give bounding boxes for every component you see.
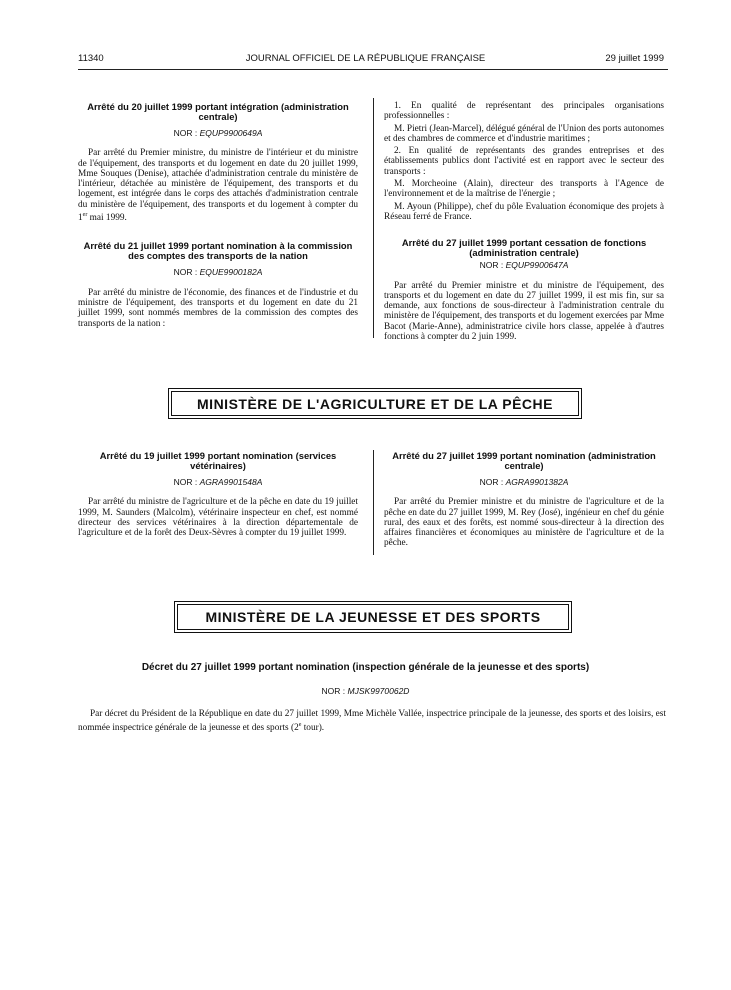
nor-reference: NOR : EQUE9900182A [173,267,263,278]
decret-body: Par décret du Président de la République en date du 27 juillet 1999, Mme Michèle Vallée, inspectrice principale de la jeunesse, des sports et des loisirs, est nommée inspectrice générale de la jeunesse et des sports (2e tour). [78,709,666,734]
ministry-heading-box [174,601,572,633]
paragraph: M. Pietri (Jean-Marcel), délégué général de l'Union des ports autonomes et des chambres de commerce et d'industrie maritimes ; [384,123,664,144]
section1-right-column [384,101,664,344]
header-rule [78,69,668,70]
arrete-title: Arrêté du 20 juillet 1999 portant intégration (administration centrale) [87,101,349,122]
ministry-heading-box [168,388,582,419]
paragraph: 2. En qualité de représentants des grandes entreprises et des établissements publics dont l'activité est en rapport avec le secteur des transports : [384,146,664,177]
arrete-body: Par arrêté du Premier ministre, du ministre de l'intérieur et du ministre de l'équipement, des transports et du logement en date du 20 juillet 1999, Mme Souques (Denise), attachée d'administration centrale du ministère de l'intérieur, détachée au ministère de l'équipement, des transports et du logement, est intégrée dans le corps des attachés d'administration centrale du ministère de l'équipement, des transports et du logement à compter du 1er mai 1999. [78,148,358,224]
paragraph: M. Ayoun (Philippe), chef du pôle Evaluation économique des projets à Réseau ferré de France. [384,201,664,222]
ministry-heading: MINISTÈRE DE L'AGRICULTURE ET DE LA PÊCHE [171,391,579,416]
nor-reference: NOR : MJSK9970062D [321,686,410,696]
arrete-body: Par arrêté du ministre de l'économie, des finances et de l'industrie et du ministre de l'équipement, des transports et du logement en date du 21 juillet 1999, sont nommés membres de la commission des comptes des transports de la nation : [78,287,358,329]
arrete-body: Par arrêté du Premier ministre et du ministre de l'agriculture et de la pêche en date du 27 juillet 1999, M. Rey (José), ingénieur en chef du génie rural, des eaux et des forêts, est nommé sous-directeur à la direction des affaires financières et économiques au ministère de l'agriculture et de la pêche. [384,497,664,549]
arrete-title: Arrêté du 21 juillet 1999 portant nomination à la commission des comptes des transports de la nation [83,240,353,262]
column-divider [373,98,374,338]
nor-reference: NOR : AGRA9901382A [479,477,569,487]
page-number: 11340 [78,53,104,64]
ministry-heading: MINISTÈRE DE LA JEUNESSE ET DES SPORTS [177,604,569,630]
nor-reference: NOR : AGRA9901548A [173,477,263,487]
decret-title: Décret du 27 juillet 1999 portant nomination (inspection générale de la jeunesse et des sports) [141,662,590,673]
section1-left-column [78,102,358,331]
paragraph: M. Morcheoine (Alain), directeur des transports à l'Agence de l'environnement et de la maîtrise de l'énergie ; [384,179,664,200]
section2-right-column [384,451,664,551]
paragraph: 1. En qualité de représentant des principales organisations professionnelles : [384,101,664,122]
section2-left-column [78,451,358,540]
arrete-body: Par arrêté du ministre de l'agriculture et de la pêche en date du 19 juillet 1999, M. Saunders (Malcolm), vétérinaire inspecteur en chef, est nommé directeur des services vétérinaires à la direction départementale de l'agriculture et de la forêt des Deux-Sèvres à compter du 19 juillet 1999. [78,497,358,539]
journal-title: JOURNAL OFFICIEL DE LA RÉPUBLIQUE FRANÇAISE [245,53,486,64]
column-divider [373,450,374,555]
arrete-title: Arrêté du 19 juillet 1999 portant nomination (services vétérinaires) [99,450,337,471]
arrete-body: Par arrêté du Premier ministre et du ministre de l'équipement, des transports et du logement en date du 27 juillet 1999, il est mis fin, sur sa demande, aux fonctions de sous-directeur à l'administration centrale du ministère de l'équipement, des transports et du logement exercées par Mme Bacot (Marie-Anne), administratrice civile hors classe, appelée à d'autres fonctions à compter du 2 juin 1999. [384,280,664,343]
nor-reference: NOR : EQUP9900649A [173,128,263,138]
arrete-title: Arrêté du 27 juillet 1999 portant nomination (administration centrale) [392,450,656,471]
publication-date: 29 juillet 1999 [605,53,664,64]
nor-reference: NOR : EQUP9900647A [479,260,569,271]
arrete-title: Arrêté du 27 juillet 1999 portant cessation de fonctions (administration centrale) [401,237,647,259]
